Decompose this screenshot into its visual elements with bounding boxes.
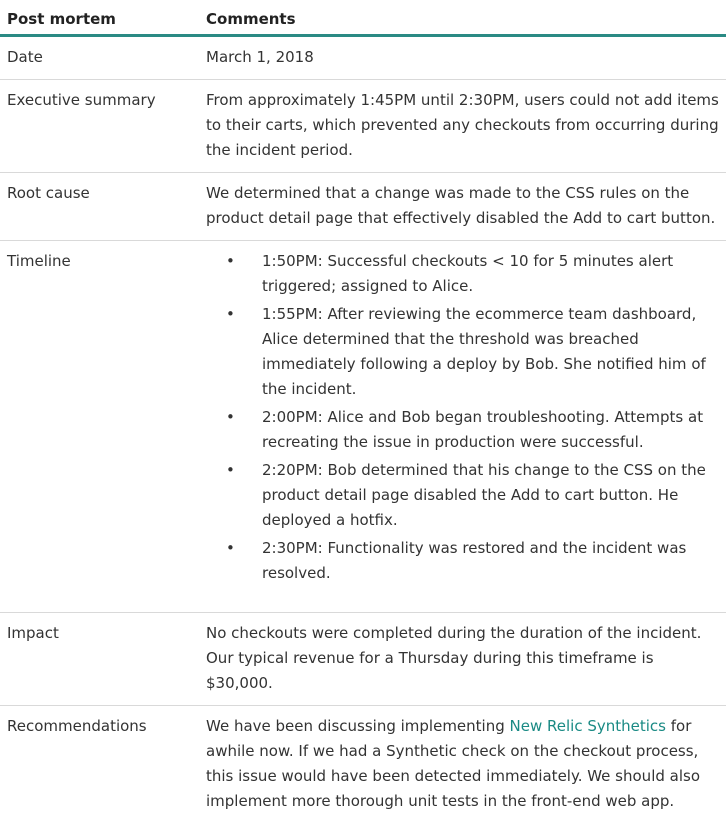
row-value-date: March 1, 2018 <box>206 48 314 66</box>
recommendations-text-after: for awhile now. If we had a Synthetic check on the checkout process, this issue would have been detected immediately. We should also implement more thorough unit tests in the front-end web app. <box>206 717 700 810</box>
row-label-date: Date <box>7 48 43 66</box>
row-label-timeline: Timeline <box>7 252 71 270</box>
timeline-item <box>206 249 722 299</box>
row-value-root-cause: We determined that a change was made to the CSS rules on the product detail page that effectively disabled the Add to cart button. <box>206 184 716 227</box>
table-header-row <box>0 0 726 37</box>
timeline-item <box>206 458 722 533</box>
row-value-executive-summary: From approximately 1:45PM until 2:30PM, users could not add items to their carts, which prevented any checkouts from occurring during the incident period. <box>206 91 719 159</box>
header-post-mortem: Post mortem <box>7 9 116 28</box>
bullet-icon: • <box>226 408 235 426</box>
table-row-date <box>0 37 726 80</box>
table-row-recommendations <box>0 706 726 823</box>
header-comments: Comments <box>206 9 296 28</box>
timeline-item-text: 2:00PM: Alice and Bob began troubleshooting. Attempts at recreating the issue in production were successful. <box>262 408 704 451</box>
bullet-icon: • <box>226 305 235 323</box>
table-row-timeline <box>0 241 726 613</box>
row-label-impact: Impact <box>7 624 59 642</box>
timeline-item-text: 1:50PM: Successful checkouts < 10 for 5 minutes alert triggered; assigned to Alice. <box>262 252 674 295</box>
timeline-item-text: 2:20PM: Bob determined that his change to the CSS on the product detail page disabled the Add to cart button. He deployed a hotfix. <box>262 461 706 529</box>
new-relic-synthetics-link[interactable]: New Relic Synthetics <box>509 717 666 735</box>
timeline-list <box>206 249 722 586</box>
row-label-recommendations: Recommendations <box>7 717 147 735</box>
row-value-timeline <box>206 241 726 612</box>
table-row-impact <box>0 613 726 706</box>
timeline-item <box>206 302 722 402</box>
bullet-icon: • <box>226 252 235 270</box>
bullet-icon: • <box>226 539 235 557</box>
timeline-item <box>206 405 722 455</box>
timeline-item <box>206 536 722 586</box>
table-row-executive-summary <box>0 80 726 173</box>
table-row-root-cause <box>0 173 726 241</box>
row-label-root-cause: Root cause <box>7 184 90 202</box>
row-value-recommendations <box>206 706 726 823</box>
row-value-impact: No checkouts were completed during the duration of the incident. Our typical revenue for a Thursday during this timeframe is $30,000. <box>206 624 702 692</box>
timeline-item-text: 1:55PM: After reviewing the ecommerce team dashboard, Alice determined that the threshold was breached immediately following a deploy by Bob. She notified him of the incident. <box>262 305 706 398</box>
timeline-item-text: 2:30PM: Functionality was restored and the incident was resolved. <box>262 539 687 582</box>
bullet-icon: • <box>226 461 235 479</box>
recommendations-text-before: We have been discussing implementing <box>206 717 510 735</box>
row-label-executive-summary: Executive summary <box>7 91 156 109</box>
